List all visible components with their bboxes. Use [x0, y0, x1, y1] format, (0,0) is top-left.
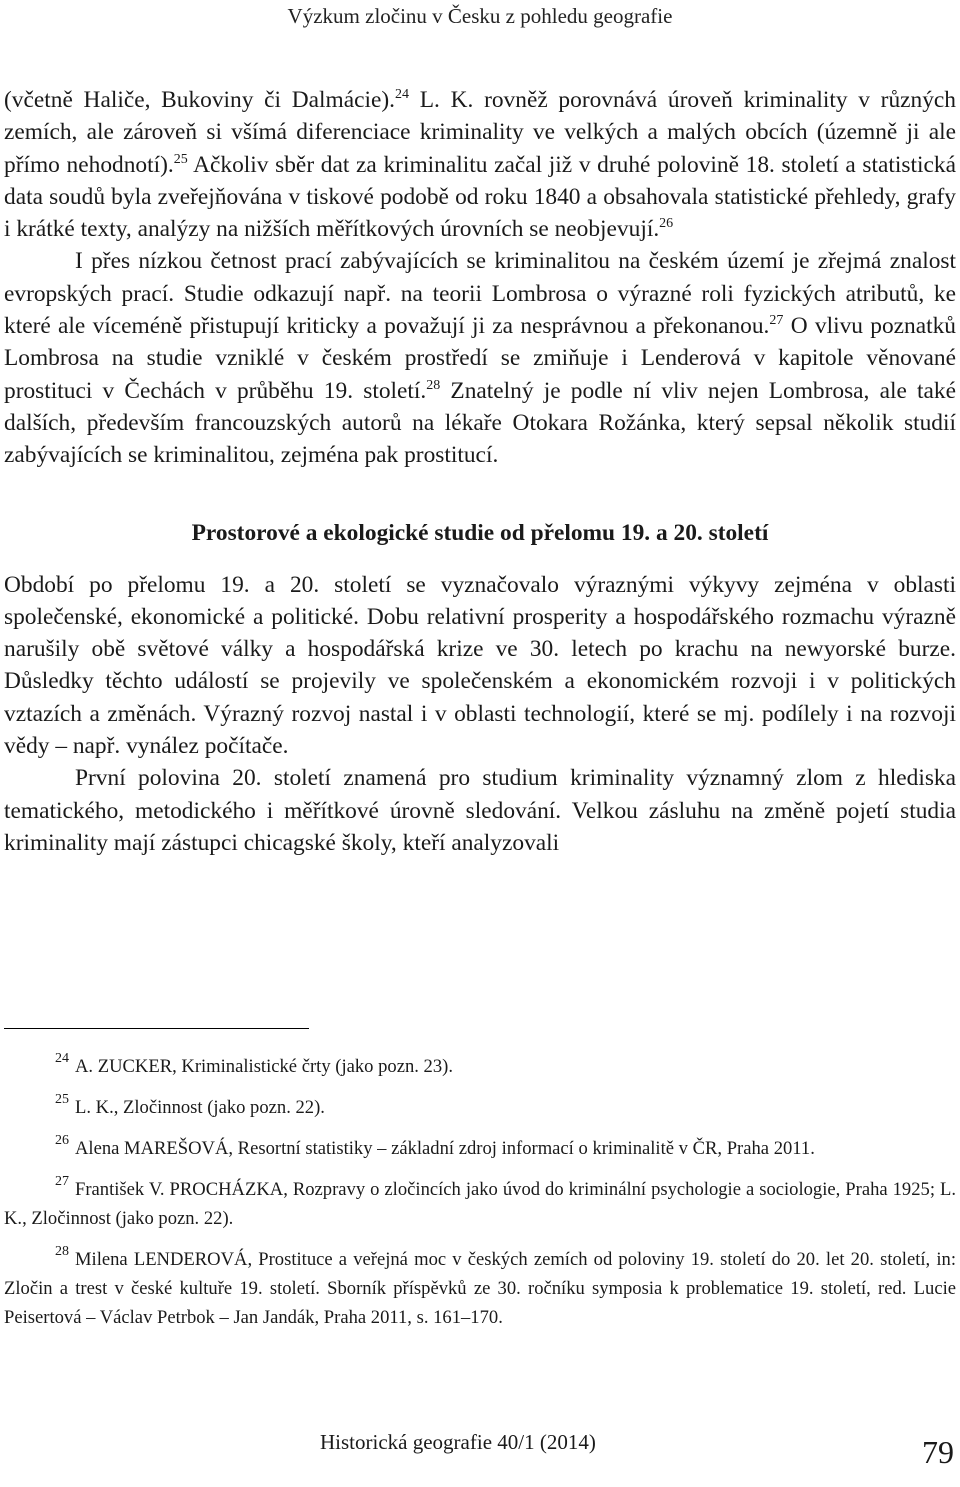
p1-text-a: (včetně Haliče, Bukoviny či Dalmácie).	[4, 87, 396, 113]
footnote-27	[4, 1175, 956, 1233]
journal-footer: Historická geografie 40/1 (2014)	[320, 1430, 596, 1454]
footnote-ref-28[interactable]: 28	[426, 377, 441, 393]
footnote-ref-27[interactable]: 27	[769, 313, 784, 329]
p2-text-c: Znatelný je podle ní vliv nejen Lombrosa, ale také dalších, především francouzských autorů na lékaře Otokara Rožánka, který sepsal několik studií zabývajících se kriminalitou, zejména pak prostitucí.	[4, 377, 956, 469]
main-text	[4, 84, 956, 859]
section-heading: Prostorové a ekologické studie od přelomu 19. a 20. století	[191, 519, 769, 546]
footnote-number: 24	[55, 1051, 69, 1066]
footnote-number: 26	[55, 1133, 69, 1148]
footnote-26	[4, 1134, 956, 1163]
p2-text-a: I přes nízkou četnost prací zabývajících se kriminalitou na českém území je zřejmá znalost evropských prací. Studie odkazují např. na teorii Lombrosa o výrazné roli fyzických atributů, ke které ale víceméně přistupují kriticky a považují ji za nesprávnou a překonanou.	[4, 248, 956, 340]
footnotes	[4, 1052, 956, 1344]
footnote-ref-24[interactable]: 24	[395, 87, 410, 102]
paragraph-1	[4, 84, 956, 245]
footnote-text: Milena LENDEROVÁ, Prostituce a veřejná moc v českých zemích od poloviny 19. století do 20. let 20. století, in: Zločin a trest v české kultuře 19. století. Sborník příspěvků ze 30. ročníku symposia k problematice 19. století, red. Lucie Peisertová – Václav Petrbok – Jan Jandák, Praha 2011, s. 161–170.	[4, 1249, 956, 1328]
footnote-28	[4, 1245, 956, 1332]
paragraph-3: Období po přelomu 19. a 20. století se vyznačovalo výraznými výkyvy zejména v oblasti společenské, ekonomické a politické. Dobu relativní prosperity a hospodářského rozmachu výrazně narušily obě světové války a hospodářská krize ve 30. letech po krachu na newyorské burze. Důsledky těchto událostí se projevily ve společenském a ekonomickém rozvoji i v politických vztazích a změnách. Výrazný rozvoj nastal i v oblasti technologií, které se mj. podílely i na rozvoji vědy – např. vynález počítače.	[4, 571, 956, 760]
footnote-separator	[4, 1028, 309, 1029]
footnote-text: L. K., Zločinnost (jako pozn. 22).	[75, 1097, 325, 1118]
page-number: 79	[922, 1434, 954, 1470]
footnote-number: 28	[55, 1244, 69, 1259]
footnote-24	[4, 1052, 956, 1081]
footnote-number: 27	[55, 1174, 69, 1189]
running-header: Výzkum zločinu v Česku z pohledu geografie	[287, 4, 673, 28]
footnote-text: František V. PROCHÁZKA, Rozpravy o zločincích jako úvod do kriminální psychologie a sociologie, Praha 1925; L. K., Zločinnost (jako pozn. 22).	[4, 1179, 956, 1229]
footnote-ref-26[interactable]: 26	[659, 216, 674, 232]
paragraph-2	[4, 245, 956, 471]
footnote-ref-25[interactable]: 25	[173, 151, 188, 167]
footnote-number: 25	[55, 1092, 69, 1107]
paragraph-4: První polovina 20. století znamená pro studium kriminality významný zlom z hlediska tematického, metodického i měřítkové úrovně sledování. Velkou zásluhu na změně pojetí studia kriminality mají zástupci chicagské školy, kteří analyzovali	[4, 765, 956, 856]
footnote-text: Alena MAREŠOVÁ, Resortní statistiky – základní zdroj informací o kriminalitě v ČR, Praha 2011.	[75, 1138, 815, 1159]
p2-text-b: O vlivu poznatků Lombrosa na studie vzniklé v českém prostředí se zmiňuje i Lenderová v kapitole věnované prostituci v Čechách v průběhu 19. století.	[4, 313, 956, 404]
p1-text-b: L. K. rovněž porovnává úroveň kriminality v různých zemích, ale zároveň si všímá diferenciace kriminality ve velkých a malých obcích (územně ji ale přímo nehodnotí).	[4, 87, 956, 178]
footnote-text: A. ZUCKER, Kriminalistické črty (jako pozn. 23).	[75, 1056, 453, 1077]
p1-text-c: Ačkoliv sběr dat za kriminalitu začal již v druhé polovině 18. století a statistická data soudů byla zveřejňována v tiskové podobě od roku 1840 a obsahovala statistické přehledy, grafy i krátké texty, analýzy na nižších měřítkových úrovních se neobjevují.	[4, 151, 956, 243]
footnote-25	[4, 1093, 956, 1122]
